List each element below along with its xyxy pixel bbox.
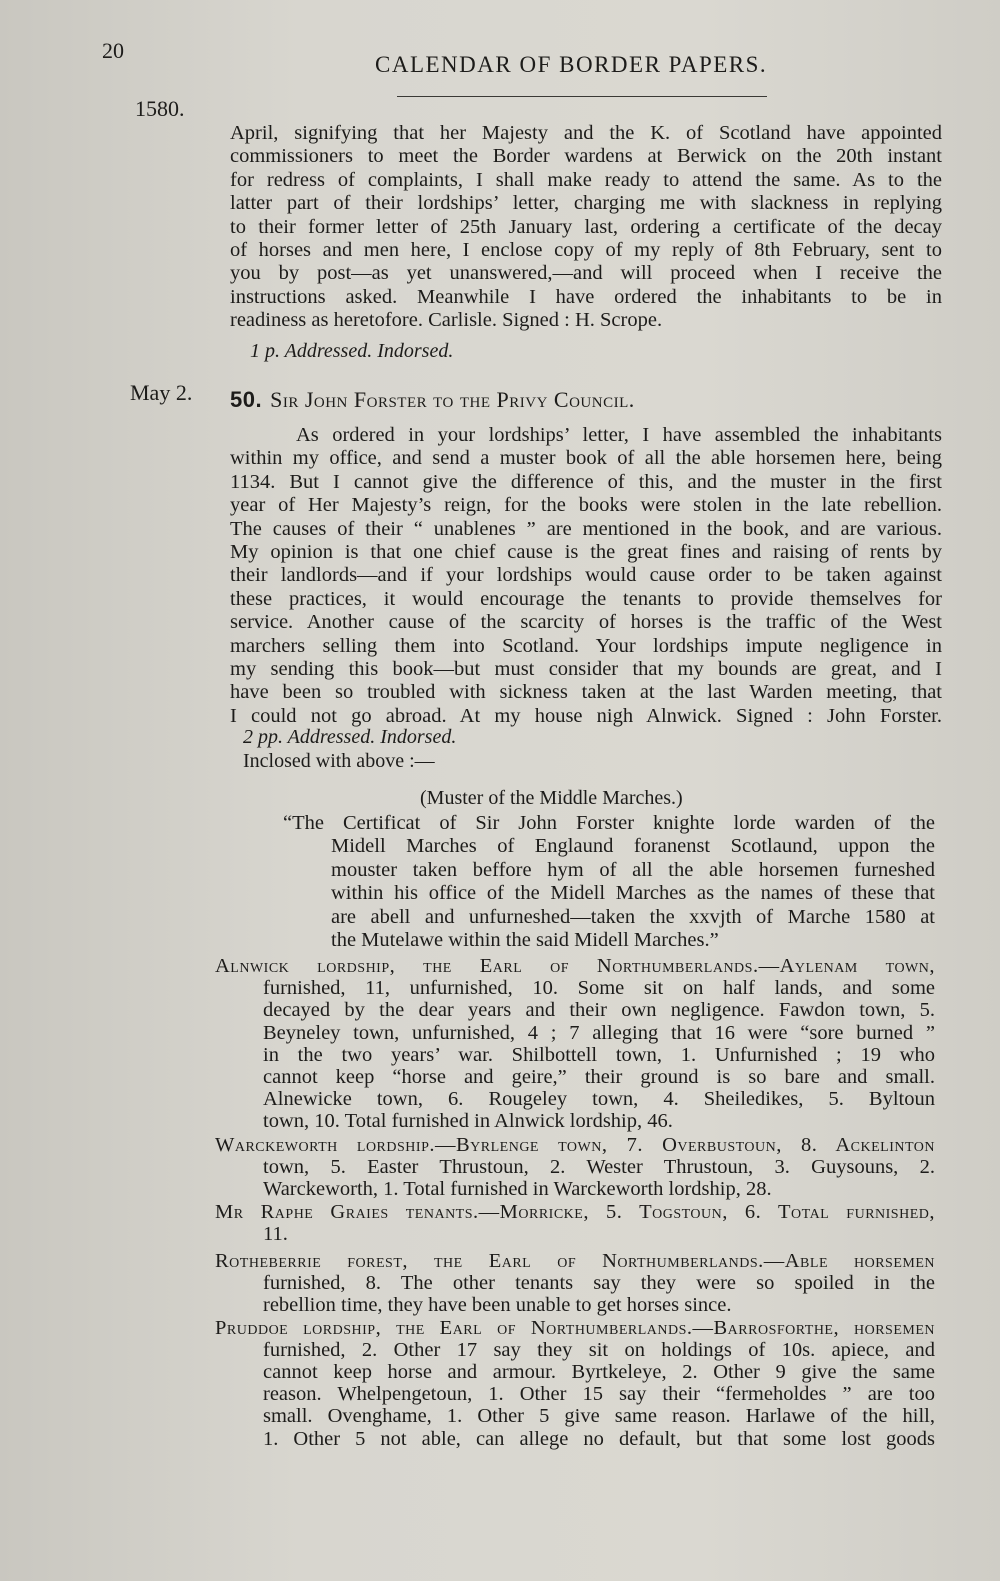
alnwick-entry (215, 955, 935, 1133)
text-line: 1. Other 5 not able, can allege no default, but that some lost goods (263, 1427, 935, 1450)
text-line: town, 10. Total furnished in Alnwick lordship, 46. (263, 1110, 673, 1133)
text-line: cannot keep “horse and geire,” their ground is so bare and small. (263, 1066, 935, 1089)
text-line: the Mutelawe within the said Midell Marches.” (331, 929, 719, 952)
text-line: Warckeworth lordship.—Byrlenge town, 7. Overbustoun, 8. Ackelinton (215, 1134, 935, 1156)
text-line: within my office, and send a muster book of all the able horsemen here, being (230, 447, 942, 470)
text-line: Warckeworth, 1. Total furnished in Warckeworth lordship, 28. (263, 1178, 772, 1201)
text-line: furnished, 2. Other 17 say they sit on holdings of 10s. apiece, and (263, 1338, 935, 1361)
text-line: Alnwick lordship, the Earl of Northumberlands.—Aylenam town, (215, 955, 935, 977)
header-rule (397, 96, 767, 97)
text-line: have been so troubled with sickness taken at the last Warden meeting, that (230, 681, 942, 704)
text-line: mouster taken beffore hym of all the able horsemen furneshed (331, 858, 935, 881)
text-line: for redress of complaints, I shall make ready to attend the same. As to the (230, 168, 942, 191)
running-title: CALENDAR OF BORDER PAPERS. (375, 52, 768, 77)
text-line: Beyneley town, unfurnished, 4 ; 7 alleging that 16 were “sore burned ” (263, 1021, 935, 1044)
inclosure-label: Inclosed with above :— (243, 750, 435, 772)
muster-title: (Muster of the Middle Marches.) (420, 787, 683, 809)
text-line: these practices, it would encourage the tenants to provide themselves for (230, 587, 942, 610)
text-line: Pruddoe lordship, the Earl of Northumberlands.—Barrosforthe, horsemen (215, 1316, 935, 1339)
text-line: 11. (263, 1222, 288, 1245)
note-text: 1 p. Addressed. Indorsed. (250, 340, 454, 362)
document-note (250, 340, 453, 363)
text-line: town, 5. Easter Thrustoun, 2. Wester Thrustoun, 3. Guysouns, 2. (263, 1156, 935, 1179)
text-line: in the two years’ war. Shilbottell town, 1. Unfurnished ; 19 who (263, 1043, 935, 1066)
text-line: service. Another cause of the scarcity of horses is the traffic of the West (230, 611, 942, 634)
letter-continuation (230, 122, 942, 333)
text-line: decayed by the dear years and their own negligence. Fawdon town, 5. (263, 999, 935, 1022)
text-line: As ordered in your lordships’ letter, I have assembled the inhabitants (296, 424, 942, 446)
text-line: 1134. But I cannot give the difference of this, and the muster in the first (230, 470, 942, 493)
document-note (243, 726, 456, 749)
text-line: are abell and unfurneshed—taken the xxvjth of Marche 1580 at (331, 905, 935, 928)
text-line: furnished, 11, unfurnished, 10. Some sit on half lands, and some (263, 977, 935, 1000)
text-line: furnished, 8. The other tenants say they were so spoiled in the (263, 1272, 935, 1295)
text-line: within his office of the Midell Marches as the names of these that (331, 882, 935, 905)
rotheberrie-entry (215, 1250, 935, 1450)
note-text: 2 pp. Addressed. Indorsed. (243, 726, 457, 748)
text-line: My opinion is that one chief cause is the great fines and raising of rents by (230, 541, 942, 564)
text-line: “The Certificat of Sir John Forster knighte lorde warden of the (283, 812, 935, 834)
warckeworth-entry (215, 1134, 935, 1245)
text-line: instructions asked. Meanwhile I have ordered the inhabitants to be in (230, 285, 942, 308)
text-line: rebellion time, they have been unable to get horses since. (263, 1294, 732, 1317)
text-line: my sending this book—but must consider that my bounds are great, and I (230, 658, 942, 681)
text-line: April, signifying that her Majesty and the K. of Scotland have appointed (230, 122, 942, 144)
text-line: to their former letter of 25th January last, ordering a certificate of the decay (230, 215, 942, 238)
text-line: I could not go abroad. At my house nigh Alnwick. Signed : John Forster. (230, 704, 942, 727)
margin-year: 1580. (135, 96, 185, 121)
entry-heading (230, 387, 635, 413)
text-line: you by post—as yet unanswered,—and will proceed when I receive the (230, 262, 942, 285)
entry-title: Sir John Forster to the Privy Council. (270, 387, 635, 412)
letter-body (230, 424, 942, 728)
text-line: Midell Marches of Englaund foranenst Scotlaund, uppon the (331, 835, 935, 858)
text-line: Rotheberrie forest, the Earl of Northumberlands.—Able horsemen (215, 1250, 935, 1272)
muster-certificate (283, 812, 935, 952)
text-line: marchers selling them into Scotland. Your lordships impute negligence in (230, 634, 942, 657)
text-line: small. Ovenghame, 1. Other 5 give same reason. Harlawe of the hill, (263, 1405, 935, 1428)
text-line: reason. Whelpengetoun, 1. Other 15 say their “fermeholdes ” are too (263, 1383, 935, 1406)
text-line: Mr Raphe Graies tenants.—Morricke, 5. Togstoun, 6. Total furnished, (215, 1200, 935, 1223)
text-line: Alnewicke town, 6. Rougeley town, 4. Sheiledikes, 5. Byltoun (263, 1088, 935, 1111)
page-number: 20 (102, 38, 124, 63)
text-line: commissioners to meet the Border wardens at Berwick on the 20th instant (230, 145, 942, 168)
text-line: their landlords—and if your lordships would cause order to be taken against (230, 564, 942, 587)
text-line: year of Her Majesty’s reign, for the books were stolen in the late rebellion. (230, 494, 942, 517)
margin-date: May 2. (130, 380, 193, 405)
entry-number: 50. (230, 387, 263, 412)
text-line: readiness as heretofore. Carlisle. Signed : H. Scrope. (230, 309, 663, 332)
text-line: latter part of their lordships’ letter, charging me with slackness in replying (230, 192, 942, 215)
text-line: The causes of their “ unablenes ” are mentioned in the book, and are various. (230, 517, 942, 540)
text-line: of horses and men here, I enclose copy of my reply of 8th February, sent to (230, 239, 942, 262)
text-line: cannot keep horse and armour. Byrtkeleye, 2. Other 9 give the same (263, 1361, 935, 1384)
